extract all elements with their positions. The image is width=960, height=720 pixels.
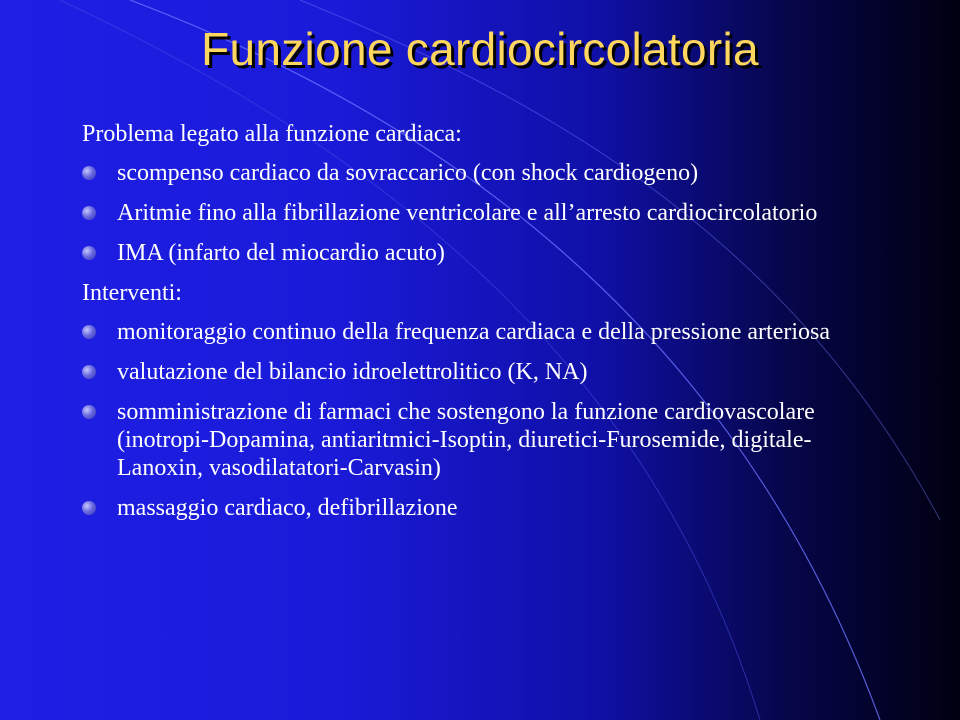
section-heading-problema: Problema legato alla funzione cardiaca: [82, 121, 462, 147]
bullet-icon [82, 365, 96, 379]
bullet-list-interventi [82, 318, 872, 522]
bullet-icon [82, 166, 96, 180]
bullet-text: massaggio cardiaco, defibrillazione [117, 495, 458, 521]
bullet-text: IMA (infarto del miocardio acuto) [117, 240, 445, 266]
bullet-item [82, 398, 872, 482]
bullet-icon [82, 246, 96, 260]
bullet-list-problemi [82, 159, 872, 267]
bullet-text: monitoraggio continuo della frequenza cardiaca e della pressione arteriosa [117, 319, 831, 345]
bullet-text: somministrazione di farmaci che sostengono la funzione cardiovascolare (inotropi-Dopamina, antiaritmici-Isoptin, diuretici-Furosemide, digitale-Lanoxin, vasodilatatori-Carvasin) [117, 399, 815, 481]
bullet-item [82, 318, 872, 346]
bullet-icon [82, 405, 96, 419]
bullet-text: scompenso cardiaco da sovraccarico (con shock cardiogeno) [117, 160, 699, 186]
bullet-text: valutazione del bilancio idroelettrolitico (K, NA) [117, 359, 588, 385]
bullet-icon [82, 206, 96, 220]
section-heading-interventi: Interventi: [82, 280, 182, 306]
bullet-item [82, 494, 872, 522]
bullet-item [82, 199, 872, 227]
bullet-icon [82, 501, 96, 515]
bullet-item [82, 159, 872, 187]
bullet-item [82, 239, 872, 267]
bullet-icon [82, 325, 96, 339]
bullet-text: Aritmie fino alla fibrillazione ventricolare e all’arresto cardiocircolatorio [117, 200, 818, 226]
bullet-item [82, 358, 872, 386]
slide-title: Funzione cardiocircolatoria [201, 23, 759, 75]
slide-body [82, 120, 872, 534]
